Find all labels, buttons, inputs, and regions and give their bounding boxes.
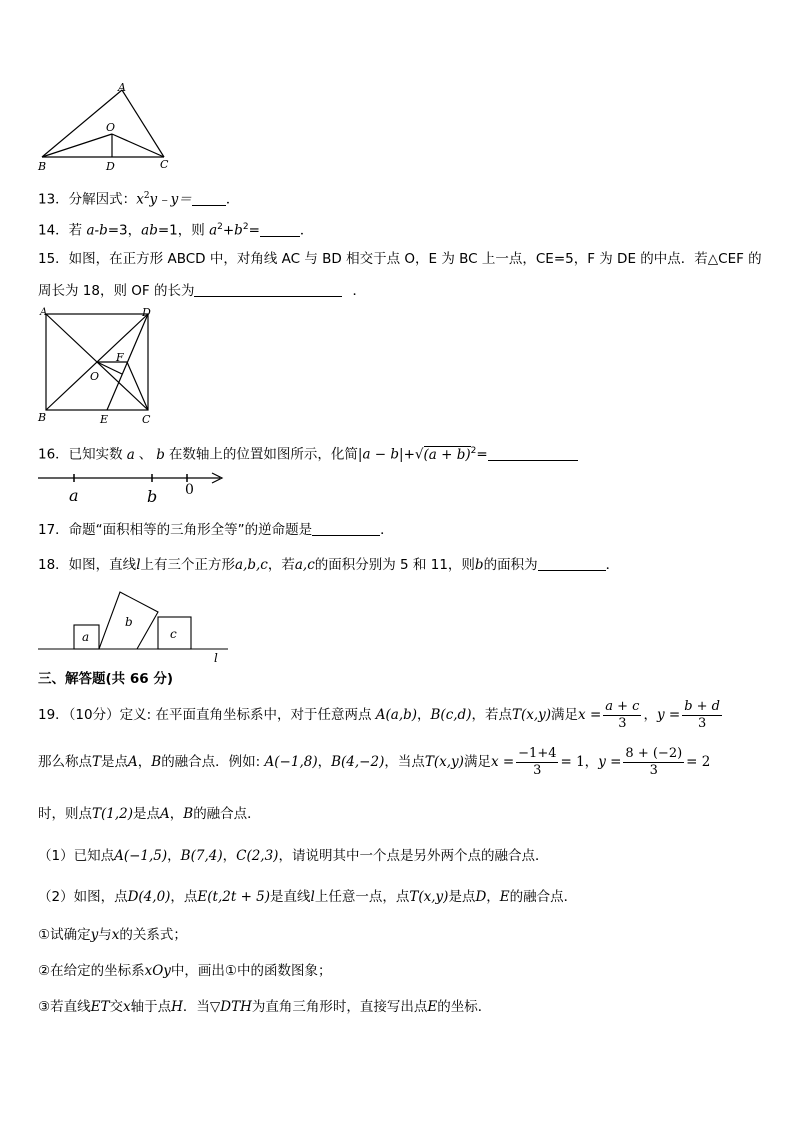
question-19-line3: 时，则点T(1,2)是点A，B的融合点．	[38, 806, 261, 822]
fraction: $\frac{b + d}{3}$	[684, 698, 721, 731]
label-c: c	[170, 627, 177, 641]
label-f: F	[116, 351, 124, 364]
label-o: O	[90, 370, 100, 383]
question-19-item-2: ②在给定的坐标系xOy中，画出①中的函数图象；	[38, 963, 332, 979]
question-14: 14．若 a-b=3，ab=1，则 $a^2+b^2=$ ．	[38, 222, 314, 239]
label-b: B	[38, 411, 47, 424]
figure-three-squares	[34, 586, 234, 666]
label-a: a	[82, 630, 90, 644]
label-d: D	[142, 306, 151, 319]
label-a: A	[118, 82, 126, 94]
sqrt-sign: √	[414, 446, 424, 463]
question-15-line2: 周长为 18，则 OF 的长为 ．	[38, 283, 366, 299]
question-13: 13．分解因式：$x^2y﹣y=$ ．	[38, 191, 240, 208]
question-19-line1: 19．（10分）定义: 在平面直角坐标系中，对于任意两点 A(a,b)，B(c,d)，若点T(x,y)满足x = $\frac{a + c}{3}$ ，y = $\frac{b + d}{3}$	[38, 698, 721, 731]
label-d: D	[106, 160, 115, 173]
question-19-line2: 那么称点T是点A，B的融合点．例如: A(−1,8)，B(4,−2)，当点T(x,y)满足x = $\frac{-1+4}{3}$ = 1，y = $\frac{8 + (-2)}{3}$ = 2	[38, 745, 711, 778]
segment-fc	[127, 362, 148, 410]
answer-blank[interactable]	[192, 191, 226, 206]
label-c: C	[142, 413, 151, 426]
answer-blank[interactable]	[260, 222, 300, 237]
edge-ac	[122, 90, 164, 157]
question-19-part-2: （2）如图，点D(4,0)，点E(t,2t + 5)是直线l上任意一点，点T(x,y)是点D，E的融合点．	[38, 889, 578, 905]
label-b: b	[125, 615, 133, 629]
answer-blank[interactable]	[194, 282, 342, 297]
fraction: $\frac{8 + (-2)}{3}$	[625, 745, 683, 778]
fraction: $\frac{-1+4}{3}$	[518, 745, 557, 778]
label-b: b	[147, 487, 158, 506]
label-zero: 0	[185, 482, 194, 498]
answer-blank[interactable]	[488, 446, 578, 461]
label-a: a	[69, 486, 79, 505]
label-l: l	[214, 651, 218, 665]
question-17: 17．命题“面积相等的三角形全等”的逆命题是 ．	[38, 522, 394, 538]
question-19-item-1: ①试确定y与x的关系式；	[38, 927, 187, 943]
question-15-line1: 15．如图，在正方形 ABCD 中，对角线 AC 与 BD 相交于点 O，E 为 BC 上一点，CE=5，F 为 DE 的中点．若△CEF 的	[38, 251, 762, 267]
answer-blank[interactable]	[312, 521, 380, 536]
figure-triangle-abc	[34, 82, 184, 174]
answer-blank[interactable]	[538, 556, 606, 571]
question-16: 16．已知实数 a 、 b 在数轴上的位置如图所示，化简$|a - b|+√(a + b)^2=$	[38, 441, 578, 465]
question-18: 18．如图，直线l上有三个正方形a,b,c，若a,c的面积分别为 5 和 11，则b的面积为 ．	[38, 557, 620, 573]
figure-number-line	[34, 466, 234, 506]
label-a: A	[40, 307, 48, 318]
label-c: C	[160, 158, 169, 171]
label-b: B	[38, 160, 47, 173]
label-o: O	[106, 121, 116, 134]
section-heading-3: 三、解答题(共 66 分)	[38, 671, 174, 687]
question-19-item-3: ③若直线ET交x轴于点H．当▽DTH为直角三角形时，直接写出点E的坐标．	[38, 999, 492, 1015]
edge-bo	[42, 134, 112, 157]
figure-square-abcd	[34, 304, 164, 428]
fraction: $\frac{a + c}{3}$	[605, 698, 640, 731]
question-19-part-1: （1）已知点A(−1,5)，B(7,4)，C(2,3)，请说明其中一个点是另外两个点的融合点．	[38, 848, 549, 864]
label-e: E	[100, 413, 109, 426]
